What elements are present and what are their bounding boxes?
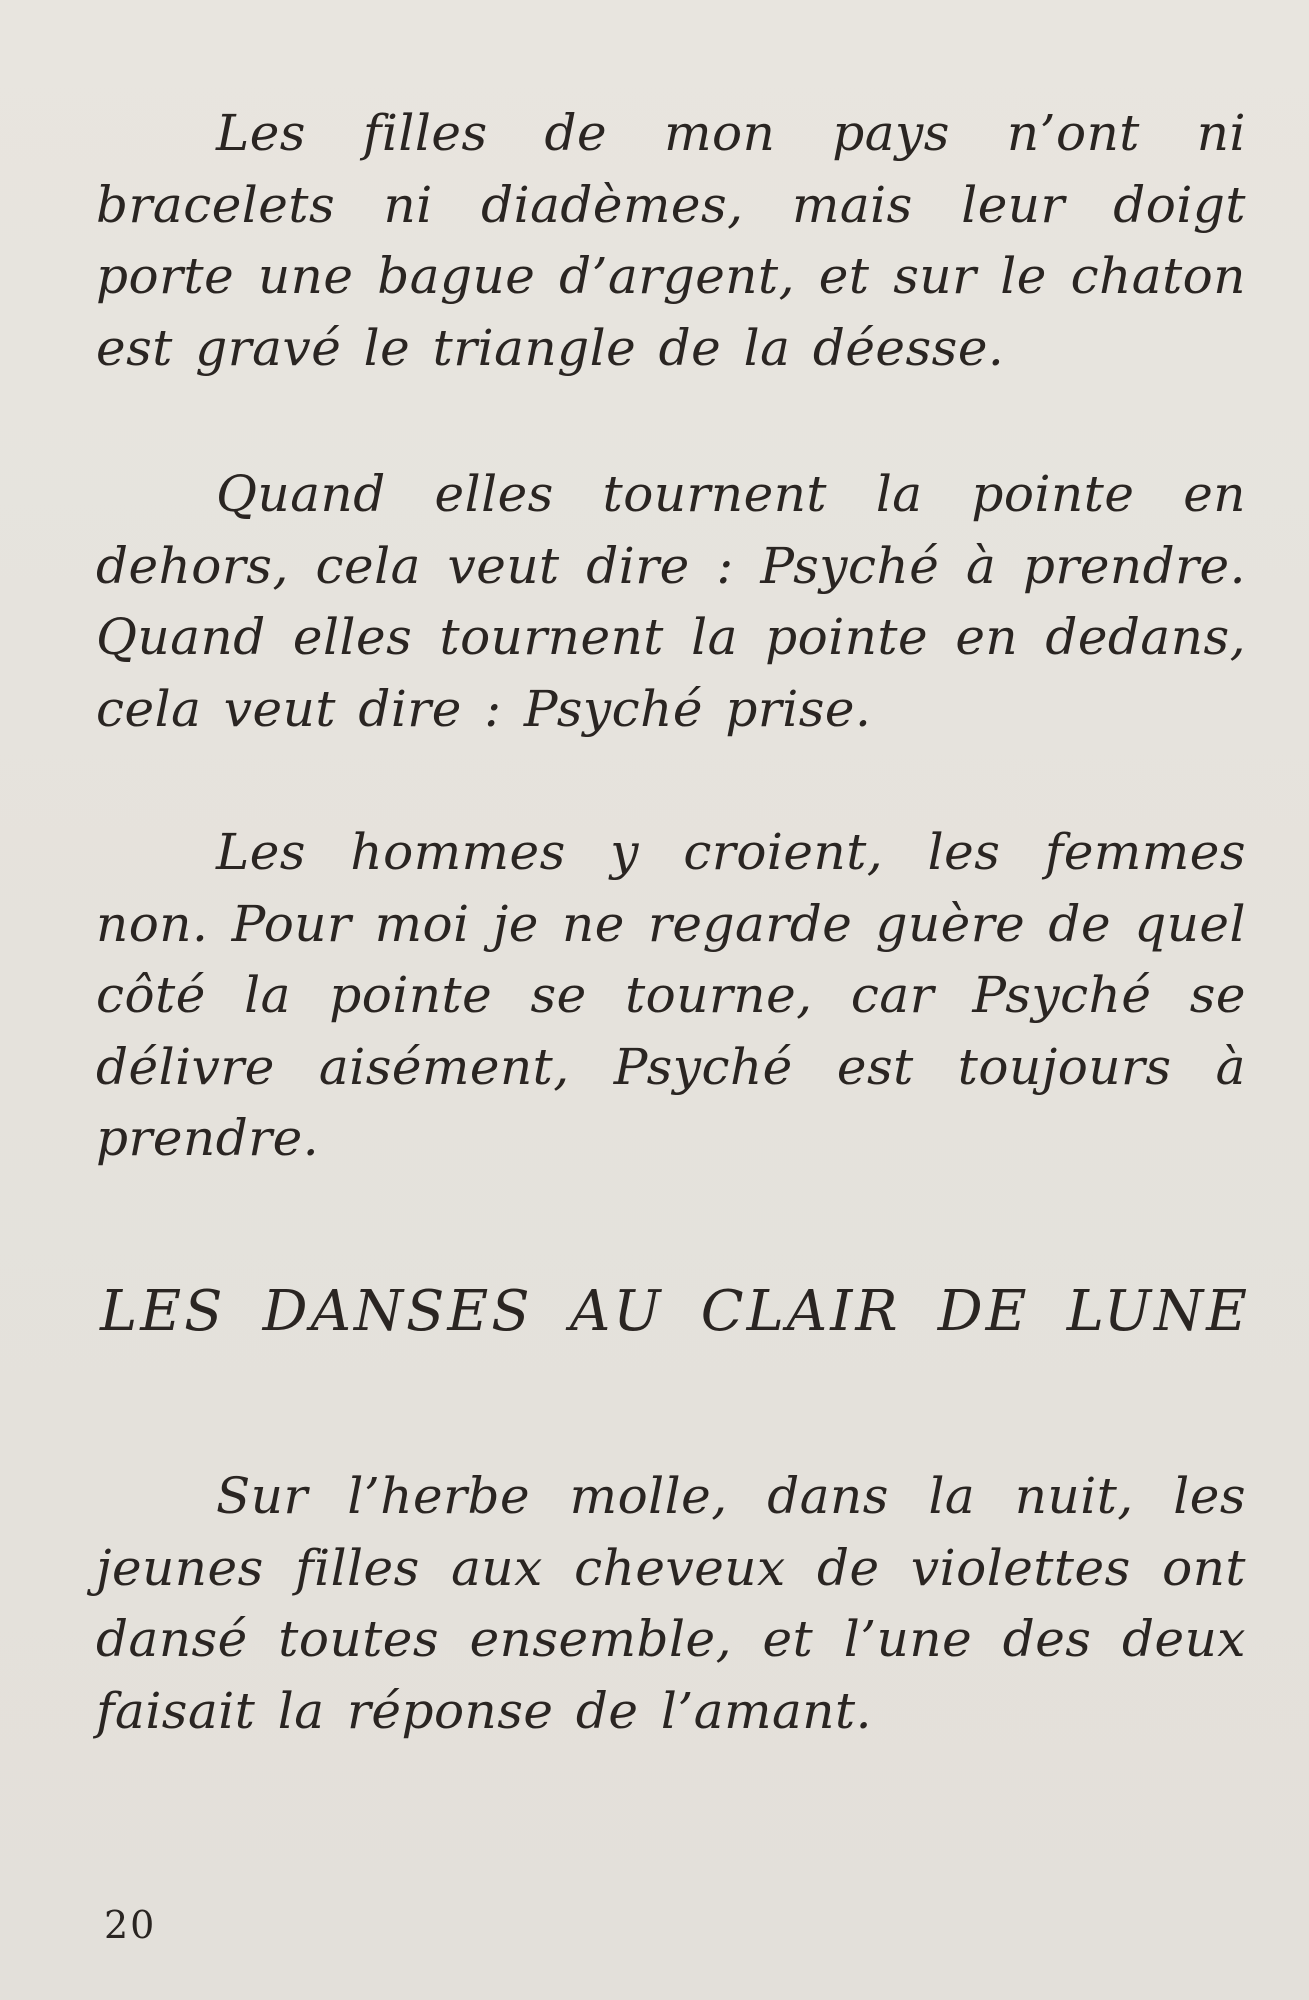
paragraph-text: Quand elles tournent la pointe en dehors, cela veut dire : Psyché à prendre. Quand elles tournent la pointe en dedans, cela veut dire : Psyché prise.: [96, 465, 1246, 738]
page-number: 20: [104, 1903, 157, 1947]
paragraph-2: [96, 459, 1246, 745]
paragraph-text: Sur l’herbe molle, dans la nuit, les jeunes filles aux cheveux de violettes ont dansé toutes ensemble, et l’une des deux faisait la réponse de l’amant.: [96, 1467, 1246, 1740]
section-heading: LES DANSES AU CLAIR DE LUNE: [100, 1279, 1250, 1344]
paragraph-text: Les filles de mon pays n’ont ni bracelets ni diadèmes, mais leur doigt porte une bague d’argent, et sur le chaton est gravé le triangle de la déesse.: [96, 104, 1246, 377]
paragraph-1: [96, 98, 1246, 384]
paragraph-text: Les hommes y croient, les femmes non. Pour moi je ne regarde guère de quel côté la pointe se tourne, car Psyché se délivre aisément, Psyché est toujours à prendre.: [96, 823, 1246, 1167]
section-paragraph: [96, 1461, 1246, 1747]
paragraph-3: [96, 817, 1246, 1175]
